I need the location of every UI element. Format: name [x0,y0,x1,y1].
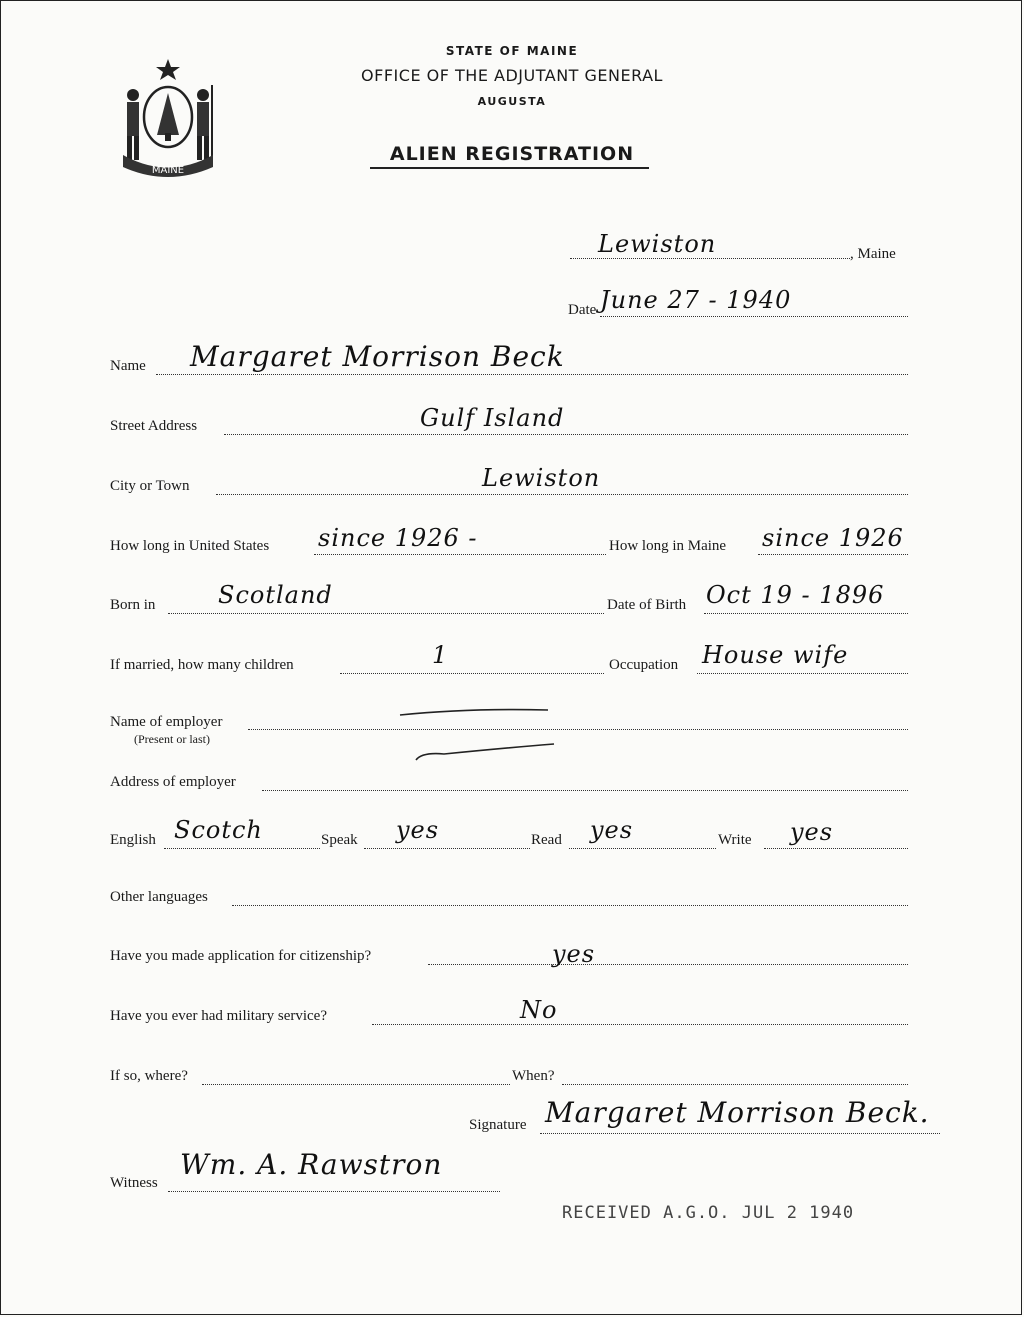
military-value: No [520,996,558,1024]
location-label: , Maine [850,246,896,262]
speak-line [364,848,530,849]
signature-value: Margaret Morrison Beck. [545,1096,930,1129]
date-line [600,316,908,317]
name-line [156,374,908,375]
children-line [340,673,604,674]
signature-label: Signature [469,1117,527,1133]
employer-name-line [248,729,908,730]
dob-line [704,613,908,614]
location-line [570,258,850,259]
witness-value: Wm. A. Rawstron [180,1148,443,1181]
dob-label: Date of Birth [607,597,687,613]
street-address-label: Street Address [110,418,198,434]
english-label: English [110,832,156,848]
how-long-maine-value: since 1926 [762,524,904,552]
citizenship-value: yes [552,940,596,968]
english-line [164,848,320,849]
children-label: If married, how many children [110,657,294,673]
street-address-value: Gulf Island [420,404,565,432]
citizenship-line [428,964,908,965]
how-long-maine-label: How long in Maine [609,538,727,554]
born-in-value: Scotland [218,581,333,609]
when-label: When? [512,1068,555,1084]
military-line [372,1024,908,1025]
write-line [764,848,908,849]
employer-name-label: Name of employer [110,714,223,730]
city-label: City or Town [110,478,190,494]
city-value: Lewiston [482,464,601,492]
military-label: Have you ever had military service? [110,1008,327,1024]
born-in-label: Born in [110,597,156,613]
how-long-maine-line [758,554,908,555]
write-label: Write [718,832,752,848]
state-heading: STATE OF MAINE [445,44,579,58]
english-value: Scotch [174,816,263,844]
signature-line [540,1133,940,1134]
employer-address-dash-stroke [414,740,564,766]
date-value: June 27 - 1940 [600,286,792,314]
write-value: yes [790,818,834,846]
occupation-value: House wife [702,641,849,669]
dob-value: Oct 19 - 1896 [706,581,885,609]
speak-value: yes [396,816,440,844]
witness-label: Witness [110,1175,158,1191]
occupation-label: Occupation [609,657,679,673]
street-address-line [224,434,908,435]
other-languages-line [232,905,908,906]
how-long-us-value: since 1926 - [318,524,478,552]
employer-name-sublabel: (Present or last) [134,732,210,746]
location-value: Lewiston [598,230,717,258]
name-value: Margaret Morrison Beck [190,340,565,373]
svg-text:MAINE: MAINE [151,165,185,176]
city-heading: AUGUSTA [477,95,547,108]
office-heading: OFFICE OF THE ADJUTANT GENERAL [361,66,663,85]
if-so-where-label: If so, where? [110,1068,188,1084]
if-so-where-line [202,1084,510,1085]
occupation-line [697,673,908,674]
other-languages-label: Other languages [110,889,208,905]
received-stamp: RECEIVED A.G.O. JUL 2 1940 [562,1203,855,1223]
title-underline [370,167,649,169]
how-long-us-line [314,554,606,555]
citizenship-label: Have you made application for citizenship? [110,948,372,964]
children-value: 1 [432,641,449,669]
witness-line [168,1191,500,1192]
employer-address-line [262,790,908,791]
read-line [569,848,716,849]
city-line [216,494,908,495]
how-long-us-label: How long in United States [110,538,270,554]
employer-address-label: Address of employer [110,774,236,790]
born-in-line [168,613,604,614]
name-label: Name [110,358,146,374]
form-title: ALIEN REGISTRATION [389,143,635,165]
when-line [562,1084,908,1085]
read-label: Read [531,832,562,848]
read-value: yes [590,816,634,844]
employer-name-dash-stroke [398,706,558,720]
speak-label: Speak [321,832,358,848]
date-label: Date [568,302,597,318]
